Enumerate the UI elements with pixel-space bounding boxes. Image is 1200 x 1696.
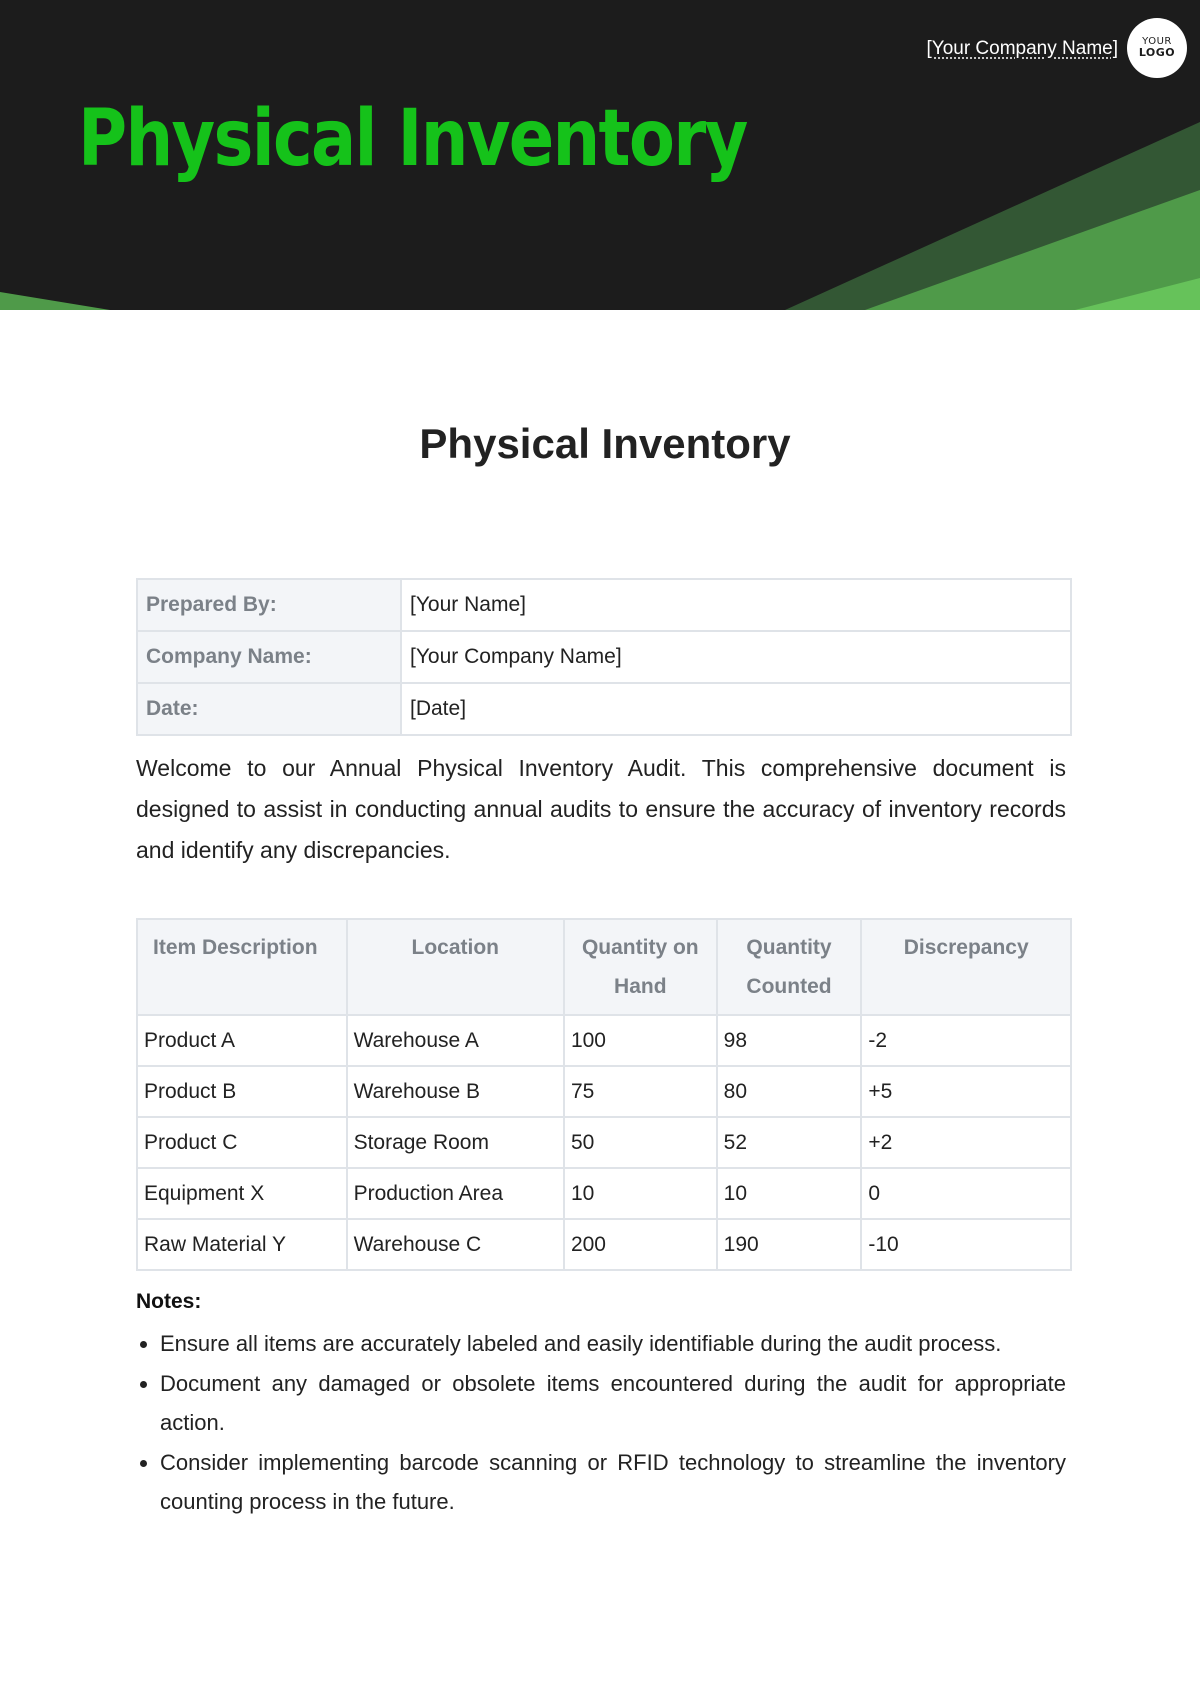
note-item: • Ensure all items are accurately labeled and easily identifiable during the audit process. [160,1324,1066,1364]
table-row [137,1219,1071,1270]
cell-item: Product B [137,1066,347,1117]
table-row [137,1168,1071,1219]
header-discrepancy: Discrepancy [861,919,1071,1015]
header-banner [0,0,1200,310]
cell-location: Production Area [347,1168,564,1219]
info-label: Date: [137,683,401,735]
info-value: [Your Name] [401,579,1071,631]
info-table [136,578,1072,736]
cell-on-hand: 50 [564,1117,717,1168]
cell-discrepancy: +2 [861,1117,1071,1168]
intro-paragraph: Welcome to our Annual Physical Inventory Audit. This comprehensive document is designed to assist in conducting annual audits to ensure the accuracy of inventory records and identify any discrepancies. [136,755,1066,863]
company-name-link[interactable]: [Your Company Name] [926,38,1118,59]
cell-item: Raw Material Y [137,1219,347,1270]
cell-on-hand: 200 [564,1219,717,1270]
cell-location: Warehouse A [347,1015,564,1066]
info-value: [Your Company Name] [401,631,1071,683]
logo-line-2: LOGO [1138,46,1176,60]
header-quantity-counted: Quantity Counted [717,919,862,1015]
cell-item: Product C [137,1117,347,1168]
cell-on-hand: 100 [564,1015,717,1066]
table-row [137,1015,1071,1066]
table-row [137,1066,1071,1117]
header-quantity-on-hand: Quantity on Hand [564,919,717,1015]
cell-discrepancy: -10 [861,1219,1071,1270]
cell-discrepancy: 0 [861,1168,1071,1219]
cell-counted: 80 [717,1066,862,1117]
banner-title: Physical Inventory [78,94,747,184]
inventory-header-row [137,919,1071,1015]
cell-item: Product A [137,1015,347,1066]
header-item-description: Item Description [137,919,347,1015]
document-title: Physical Inventory [419,420,791,467]
cell-item: Equipment X [137,1168,347,1219]
info-label: Prepared By: [137,579,401,631]
cell-location: Warehouse B [347,1066,564,1117]
cell-discrepancy: -2 [861,1015,1071,1066]
cell-on-hand: 75 [564,1066,717,1117]
logo-line-1: YOUR [1142,35,1172,47]
info-value: [Date] [401,683,1071,735]
cell-counted: 98 [717,1015,862,1066]
cell-discrepancy: +5 [861,1066,1071,1117]
table-row [137,1117,1071,1168]
notes-heading: Notes: [136,1290,202,1313]
info-row-prepared-by [137,579,1071,631]
header-location: Location [347,919,564,1015]
inventory-table [136,918,1072,1271]
company-logo [1127,18,1187,78]
cell-location: Storage Room [347,1117,564,1168]
info-row-company-name [137,631,1071,683]
note-item: • Document any damaged or obsolete items encountered during the audit for appropriate action. [160,1364,1066,1443]
cell-counted: 10 [717,1168,862,1219]
notes-list [136,1324,1066,1522]
cell-counted: 52 [717,1117,862,1168]
cell-on-hand: 10 [564,1168,717,1219]
info-label: Company Name: [137,631,401,683]
note-item: • Consider implementing barcode scanning or RFID technology to streamline the inventory counting process in the future. [160,1443,1066,1522]
info-row-date [137,683,1071,735]
cell-counted: 190 [717,1219,862,1270]
cell-location: Warehouse C [347,1219,564,1270]
